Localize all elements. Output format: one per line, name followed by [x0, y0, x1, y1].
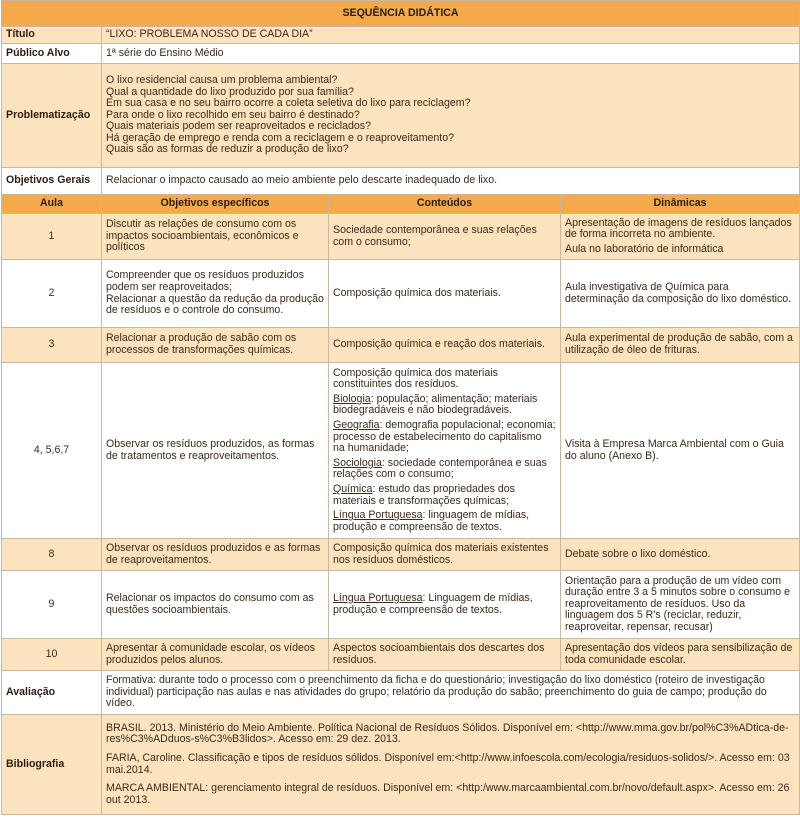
disciplina-geografia: [333, 420, 556, 455]
disciplina-quimica: [333, 484, 556, 507]
column-header-objetivos: Objetivos específicos: [102, 195, 329, 214]
conteudos-cell: [329, 363, 561, 539]
conteudos-cell: Sociedade contemporânea e suas relações com o consumo;: [329, 214, 561, 260]
disciplina-name: Língua Portuguesa: [333, 591, 423, 604]
titulo-value: “LIXO: PROBLEMA NOSSO DE CADA DIA”: [102, 27, 800, 44]
objetivos-gerais-value: Relacionar o impacto causado ao meio ambiente pelo descarte inadequado de lixo.: [102, 168, 800, 195]
conteudos-intro: Composição química dos materiais constituintes dos resíduos.: [333, 366, 498, 391]
conteudos-cell: [329, 571, 561, 639]
objetivos-cell: Observar os resíduos produzidos, as formas de tratamentos e reaproveitamentos.: [102, 363, 329, 539]
disciplina-lingua-portuguesa: [333, 510, 556, 533]
dinamicas-cell: Apresentação dos vídeos para sensibilização de toda comunidade escolar.: [561, 639, 800, 671]
table-row: [2, 328, 800, 363]
objetivos-text: Relacionar a questão da redução da produção de resíduos e o controle do consumo.: [106, 292, 324, 317]
disciplina-sociologia: [333, 458, 556, 481]
disciplina-text: : demografia populacional; economia; processo de estabelecimento do capitalismo na humanidade;: [333, 419, 556, 455]
conteudos-cell: Aspectos socioambientais dos descartes dos resíduos.: [329, 639, 561, 671]
objetivos-cell: Discutir as relações de consumo com os impactos socioambientais, econômicos e políticos: [102, 214, 329, 260]
disciplina-text: : estudo das propriedades dos materiais e transformações químicas;: [333, 482, 515, 507]
objetivos-cell: [102, 260, 329, 328]
aula-number: 8: [2, 539, 102, 571]
aula-number: 9: [2, 571, 102, 639]
question-item: Quais são as formas de reduzir a produção de lixo?: [106, 143, 349, 156]
conteudos-text: : Linguagem de mídias, produção e compreensão de textos.: [333, 591, 533, 616]
bibliografia-label: Bibliografia: [2, 715, 102, 815]
didactic-sequence-table: [1, 0, 800, 815]
dinamicas-cell: [561, 214, 800, 260]
column-header-aula: Aula: [2, 195, 102, 214]
objetivos-cell: Relacionar os impactos do consumo com as questões socioambientais.: [102, 571, 329, 639]
objetivos-text: Compreender que os resíduos produzidos podem ser reaproveitados;: [106, 269, 304, 293]
aula-number: 2: [2, 260, 102, 328]
dinamicas-text: Aula no laboratório de informática: [565, 242, 724, 255]
objetivos-cell: Relacionar a produção de sabão com os processos de transformações químicas.: [102, 328, 329, 363]
conteudos-cell: Composição química dos materiais existentes nos resíduos domésticos.: [329, 539, 561, 571]
table-row: [2, 539, 800, 571]
objetivos-cell: Observar os resíduos produzidos e as formas de reaproveitamentos.: [102, 539, 329, 571]
problematizacao-questions: [102, 64, 800, 168]
reference-item: MARCA AMBIENTAL: gerenciamento integral de resíduos. Disponível em: <http:/www.marcaambiental.com.br/novo/default.aspx>. Acesso em: 26 out 2013.: [106, 782, 790, 806]
disciplina-biologia: [333, 394, 556, 417]
reference-item: FARIA, Caroline. Classificação e tipos de resíduos sólidos. Disponível em:<http://www.infoescola.com/ecologia/residuos-solidos/>. Acesso em: 03 mai.2014.: [106, 751, 790, 776]
dinamicas-cell: Aula experimental de produção de sabão, com a utilização de óleo de frituras.: [561, 328, 800, 363]
dinamicas-cell: Visita à Empresa Marca Ambiental com o Guia do aluno (Anexo B).: [561, 363, 800, 539]
disciplina-name: Geografia: [333, 419, 380, 432]
disciplina-text: : linguagem de mídias, produção e compreensão de textos.: [333, 509, 530, 533]
dinamicas-cell: Debate sobre o lixo doméstico.: [561, 539, 800, 571]
avaliacao-text: Formativa: durante todo o processo com o preenchimento da ficha e do questionário; investigação do lixo doméstico (roteiro de investigação individual) participação nas aulas e nas atividades do grupo; relatório da produção do sabão; preenchimento do guia de campo; produção do vídeo.: [102, 671, 800, 715]
problematizacao-label: Problematização: [2, 64, 102, 168]
titulo-label: Título: [2, 27, 102, 44]
disciplina-text: : população; alimentação; materiais biodegradáveis e não biodegradáveis.: [333, 392, 538, 417]
aula-number: 3: [2, 328, 102, 363]
dinamicas-text: Apresentação de imagens de resíduos lançados de forma incorreta no ambiente.: [565, 216, 792, 241]
question-item: Há geração de emprego e renda com a reciclagem e o reaproveitamento?: [106, 131, 455, 144]
disciplina-text: : sociedade contemporânea e suas relações com o consumo;: [333, 456, 547, 481]
reference-item: BRASIL. 2013. Ministério do Meio Ambiente. Política Nacional de Resíduos Sólidos. Disponível em: <http://www.mma.gov.br/pol%C3%ADtica-de-res%C3%ADduos-s%C3%B3lidos>. Acesso em: 29 dez. 2013.: [106, 721, 789, 746]
question-item: Quais materiais podem ser reaproveitados e reciclados?: [106, 120, 371, 133]
table-row: [2, 214, 800, 260]
column-header-dinamicas: Dinâmicas: [561, 195, 800, 214]
objetivos-gerais-label: Objetivos Gerais: [2, 168, 102, 195]
disciplina-name: Biologia: [333, 392, 371, 405]
question-item: O lixo residencial causa um problema ambiental?: [106, 73, 338, 86]
table-row: [2, 639, 800, 671]
conteudos-cell: Composição química e reação dos materiais.: [329, 328, 561, 363]
question-item: Qual a quantidade do lixo produzido por sua família?: [106, 85, 354, 98]
column-header-conteudos: Conteúdos: [329, 195, 561, 214]
publico-label: Público Alvo: [2, 44, 102, 64]
publico-value: 1ª série do Ensino Médio: [102, 44, 800, 64]
dinamicas-cell: Aula investigativa de Química para determinação da composição do lixo doméstico.: [561, 260, 800, 328]
avaliacao-label: Avaliação: [2, 671, 102, 715]
conteudos-cell: Composição química dos materiais.: [329, 260, 561, 328]
disciplina-name: Sociologia: [333, 456, 382, 469]
aula-number: 1: [2, 214, 102, 260]
question-item: Em sua casa e no seu bairro ocorre a coleta seletiva do lixo para reciclagem?: [106, 97, 471, 110]
disciplina-name: Química: [333, 482, 373, 495]
table-row: [2, 260, 800, 328]
dinamicas-cell: Orientação para a produção de um vídeo com duração entre 3 a 5 minutos sobre o consumo e reaproveitamento de resíduos. Uso da linguagem dos 5 R's (reciclar, reduzir, reaproveitar, repensar, recusar): [561, 571, 800, 639]
bibliografia-refs: [102, 715, 800, 815]
table-row: [2, 363, 800, 539]
objetivos-cell: Apresentar à comunidade escolar, os vídeos produzidos pelos alunos.: [102, 639, 329, 671]
table-title: SEQUÊNCIA DIDÁTICA: [2, 1, 800, 27]
table-row: [2, 571, 800, 639]
aula-number: 4, 5,6,7: [2, 363, 102, 539]
aula-number: 10: [2, 639, 102, 671]
disciplina-name: Língua Portuguesa: [333, 509, 423, 522]
question-item: Para onde o lixo recolhido em seu bairro é destinado?: [106, 108, 360, 121]
